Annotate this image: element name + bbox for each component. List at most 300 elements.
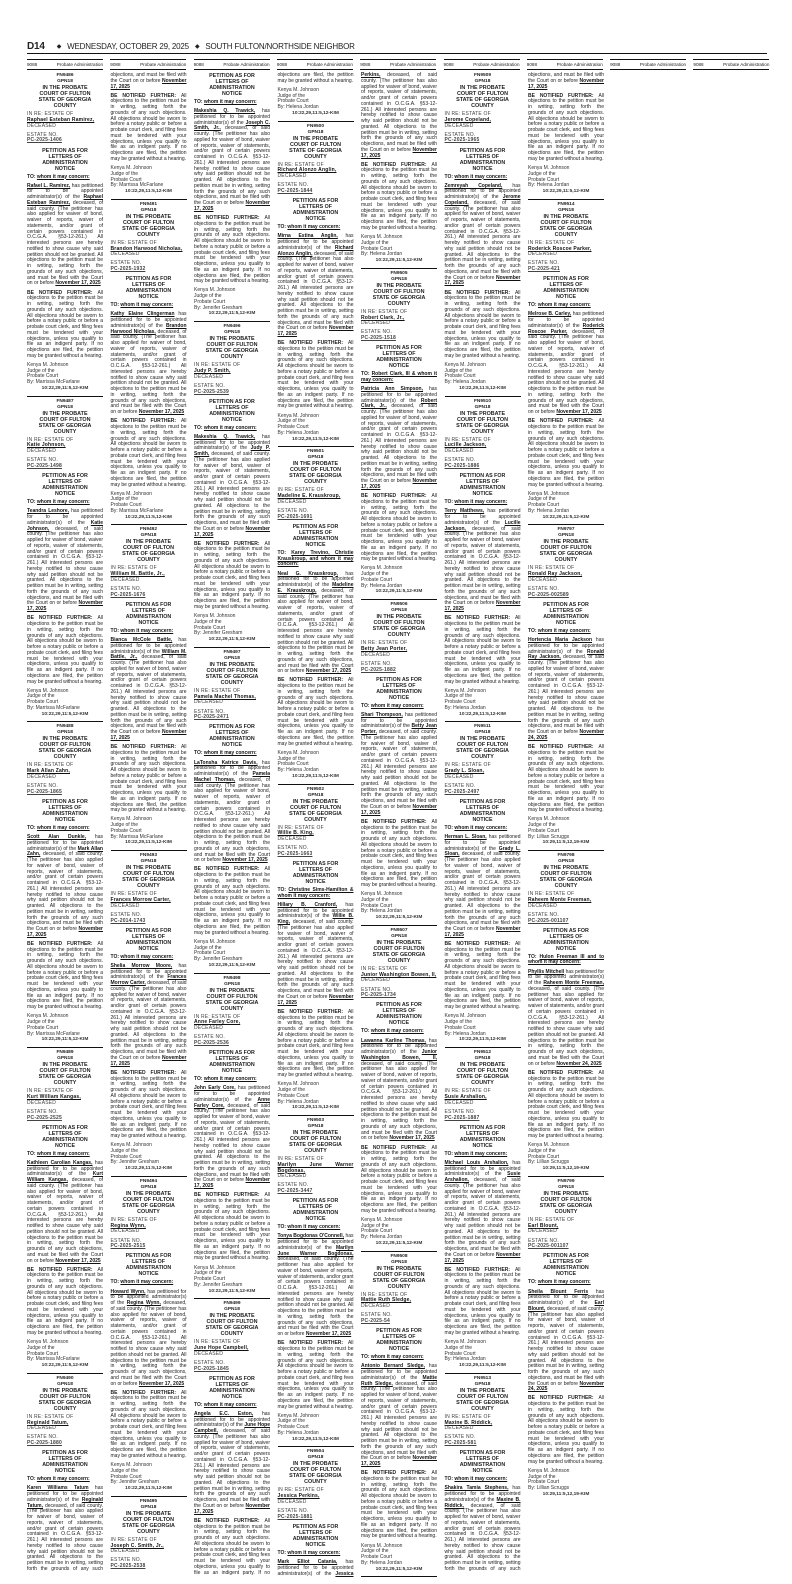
court-name: Probate Court xyxy=(27,1350,59,1357)
gpn-code: GPN18 xyxy=(474,730,491,736)
petition-body: deceased, of said county. (The petitioner has also applied for waiver of bond, waiver of reports, waiver of statements, and/or grant of certain powers contained in O.C.G.A. §53-12-261.) All interested persons are hereby notified to show cause why said petition should not be granted. All objections to the petition must be in writing, setting forth the grounds of any such objections, and must be filed with the Court on or before xyxy=(110,328,187,416)
title-line: LETTERS OF xyxy=(299,1529,332,1536)
petitioner-name: Neal G. Krauskroup, xyxy=(277,570,338,577)
title-line: LETTERS OF xyxy=(466,804,499,811)
by-label: By: xyxy=(444,1030,454,1037)
estate-no-label: ESTATE NO. xyxy=(528,586,559,593)
judge-name: Kenya M. Johnson xyxy=(528,1467,570,1474)
deceased-label: DECEASED xyxy=(27,122,57,129)
legal-notice xyxy=(111,199,187,523)
classification-name: Probate Administration xyxy=(389,62,437,67)
title-line: NOTICE xyxy=(54,1142,75,1149)
court-line: COUNTY xyxy=(137,1528,160,1535)
signature-block xyxy=(361,892,437,921)
further-label: BE NOTIFIED FURTHER: xyxy=(444,1266,515,1273)
estate-no-label: ESTATE NO. xyxy=(444,131,476,138)
deceased-label: DECEASED xyxy=(444,773,474,780)
run-dates: 10:22,29,11:5,12-KIM xyxy=(375,589,423,595)
by-label: By: xyxy=(277,429,287,436)
classification-code: 9088 xyxy=(693,62,704,67)
petition-clause: has petitioned for to be appointed administrator(s) of the xyxy=(361,1363,437,1381)
deceased-label: DECEASED xyxy=(277,1173,307,1180)
further-label: BE NOTIFIED FURTHER: xyxy=(528,1069,599,1076)
court-line: COURT OF FULTON xyxy=(456,416,508,423)
addressee xyxy=(278,1225,354,1231)
classification-code: 9088 xyxy=(276,62,288,67)
judge-name: Kenya M. Johnson xyxy=(361,891,403,898)
court-line: COURT OF FULTON xyxy=(456,1393,508,1400)
legal-notice xyxy=(528,1176,604,1500)
signature-block xyxy=(278,414,354,443)
petitioner-name: Phyllis Mitchell xyxy=(528,968,565,975)
judge-name: Kenya M. Johnson xyxy=(277,1081,319,1088)
gpn-code: GPN18 xyxy=(57,1056,73,1062)
signature-block xyxy=(361,1218,437,1247)
further-text: All objections to the petition must be in writing, setting forth the grounds of any such objections. All objections should be sworn to before a notary public or before a probate court clerk, and filing fees must be tendered with your objections, unless you qualify to file as an indigent party. If no objections are filed, the petition may be granted without a hearing. xyxy=(110,92,187,162)
court-line: IN THE PROBATE xyxy=(125,865,172,872)
petition-text xyxy=(278,234,354,338)
to-label: TO: xyxy=(110,1279,121,1286)
title-line: NOTICE xyxy=(472,1468,493,1475)
court-line: COUNTY xyxy=(471,1080,494,1087)
judge-name: Kenya M. Johnson xyxy=(277,86,319,93)
signature-block xyxy=(194,288,270,317)
estate-name: Robert Clark, Jr., xyxy=(361,314,405,321)
deceased-label: DECEASED xyxy=(27,448,57,455)
judge-name: Kenya M. Johnson xyxy=(444,1013,486,1020)
court-line: IN THE PROBATE xyxy=(543,1190,589,1197)
notice-number: FN9504 xyxy=(306,1449,325,1455)
further-text: All objections to the petition must be in writing, setting forth the grounds of any such objections. All objections should be sworn to before a notary public or before a probate court clerk, and filing fees must be tendered with your objections, unless you qualify to file as an indigent party. If no objections are filed, the petition may be granted without a hearing. xyxy=(361,161,437,231)
addressee-name: whom it may concern: xyxy=(370,702,424,709)
signature-block xyxy=(111,492,187,521)
addressee xyxy=(111,303,187,309)
by-label: By: xyxy=(361,1234,370,1241)
notice-divider xyxy=(27,396,103,397)
objection-deadline: November 17, 2025 xyxy=(222,857,268,864)
further-notice xyxy=(27,1268,103,1337)
addressee-name: whom it may concern: xyxy=(454,1476,508,1483)
petitioner-name: Patricia Ann Simpson, xyxy=(361,386,423,393)
further-notice xyxy=(445,616,521,685)
case-number: PC-2025-1406 xyxy=(27,137,62,144)
gpn-code: GPN18 xyxy=(140,1504,157,1510)
title-line: PETITION AS FOR xyxy=(459,798,506,805)
case-number: PC-2025-2536 xyxy=(194,1039,229,1046)
in-re xyxy=(111,1218,187,1235)
to-label: TO: xyxy=(528,302,538,309)
court-heading xyxy=(111,202,187,238)
further-notice xyxy=(528,94,604,163)
objection-deadline: November 24, 2025 xyxy=(556,1060,602,1067)
to-label: TO: xyxy=(528,1279,538,1286)
petition-text xyxy=(278,903,354,1007)
petition-body: deceased, of said county. (The petitioner has also applied for waiver of bond, waiver of reports, waiver of statements, and/or grant of certain powers contained in O.C.G.A. §53-12-261.) All interested persons are hereby notified to show cause why said petition should not be granted. All objections to the petition must be in writing, setting forth the grounds of any such objections, and must be filed with the Court on or before xyxy=(27,851,103,933)
legal-notice xyxy=(27,721,103,1045)
addressee xyxy=(27,1152,103,1158)
legal-notice xyxy=(361,599,437,923)
addressee xyxy=(278,1551,354,1557)
court-line: COURT OF FULTON xyxy=(39,91,91,97)
further-label: BE NOTIFIED FURTHER: xyxy=(361,493,432,500)
petition-body: deceased, of said county. (The petitioner has also applied for waiver of bond, waiver of reports, waiver of statements, and/or grant of certain powers contained in O.C.G.A. §53-12-261.) All interested persons are hereby notified to show cause why said petition should not be granted. All objections to the petition must be in writing, setting forth the grounds of any such objections, and must be filed with the Court on or before xyxy=(444,525,521,607)
in-re xyxy=(528,241,604,258)
legal-notice xyxy=(361,268,437,597)
judge-name: Kenya M. Johnson xyxy=(528,1142,570,1149)
judge-name: Kenya M. Johnson xyxy=(27,1339,69,1346)
in-re-label: IN RE: ESTATE OF xyxy=(27,1088,74,1095)
classification-name: Probate Administration xyxy=(56,62,103,67)
court-line: IN THE PROBATE xyxy=(543,213,589,220)
title-line: LETTERS OF xyxy=(48,479,82,486)
estate-number xyxy=(27,784,103,796)
deceased-label: DECEASED xyxy=(194,1350,224,1357)
gpn-code: GPN18 xyxy=(307,455,324,461)
court-name: Probate Court xyxy=(27,699,59,706)
further-text: All objections to the petition must be in writing, setting forth the grounds of any such objections. All objections should be sworn to before a notary public or before a probate court clerk, and filing fees must be tendered with your objections, unless you qualify to file as an indigent party. If no objections are filed, the petition may be granted without a hearing. xyxy=(361,1470,437,1540)
court-heading xyxy=(278,1118,354,1154)
further-label: BE NOTIFIED FURTHER: xyxy=(528,92,599,99)
court-line: COUNTY xyxy=(471,754,494,761)
court-line: IN THE PROBATE xyxy=(376,939,422,946)
court-line: STATE OF GEORGIA xyxy=(539,877,593,884)
petitioner-name: Hillary B. Cranford, xyxy=(277,901,338,908)
signature-block xyxy=(27,363,103,392)
court-name: Probate Court xyxy=(110,827,142,834)
estate-number xyxy=(111,587,187,599)
court-line: COURT OF FULTON xyxy=(39,742,91,749)
by-label: By: xyxy=(110,507,120,514)
further-notice xyxy=(278,678,354,747)
court-line: COURT OF FULTON xyxy=(122,1196,174,1203)
title-line: LETTERS OF xyxy=(466,1130,499,1137)
title-line: NOTICE xyxy=(472,491,493,498)
estate-no-label: ESTATE NO. xyxy=(277,1182,309,1189)
title-line: NOTICE xyxy=(305,1216,326,1223)
in-re-label: IN RE: ESTATE OF xyxy=(277,1487,324,1494)
petitioner-name: Shari Thompson, xyxy=(361,711,403,718)
by-label: By: xyxy=(361,582,370,589)
court-line: IN THE PROBATE xyxy=(125,539,172,546)
notice-title xyxy=(111,1253,187,1277)
objection-deadline: November 17, 2025 xyxy=(444,274,521,287)
petitioner-name: Bianca McCole Battle, xyxy=(110,637,173,644)
in-re xyxy=(445,1089,521,1106)
further-label: BE NOTIFIED FURTHER: xyxy=(110,1069,181,1076)
petitioner-name: Teandra Leshore, xyxy=(27,508,70,515)
court-line: STATE OF GEORGIA xyxy=(539,225,593,232)
petition-clause: has petitioned for to be appointed administrator(s) of the xyxy=(277,1233,354,1251)
addressee-name: whom it may concern: xyxy=(203,1401,257,1408)
addressee-name: whom it may concern: xyxy=(287,1549,341,1556)
classification-code: 9088 xyxy=(526,62,538,67)
estate-name: June Hope Campbell, xyxy=(194,1345,249,1352)
estate-name: Mark Allan Zahn, xyxy=(27,768,71,775)
in-re xyxy=(111,241,187,258)
estate-number xyxy=(111,261,187,273)
petition-clause: has petitioned for to be appointed administrator(s) of the xyxy=(361,711,437,730)
estate-no-label: ESTATE NO. xyxy=(528,911,559,918)
decedent-name: Mattie Ruth Sledge, xyxy=(361,1374,437,1387)
court-line: COURT OF FULTON xyxy=(289,804,341,811)
addressee-name: whom it may concern: xyxy=(454,499,508,506)
court-name: Probate Court xyxy=(110,1473,142,1480)
decedent-name: Frances Morrow Carter, xyxy=(110,974,187,987)
petitioner-name: Mark Elliot Catania, xyxy=(277,1559,338,1566)
clerk-name: Helena Jordan xyxy=(369,1559,403,1566)
addressee-name: Karey Trevino, Christie Krauskroup, and whom it may concern: xyxy=(277,549,354,568)
title-line: PETITION AS FOR xyxy=(209,398,255,405)
petitioner-name: Lawanna Karline Thomas, xyxy=(361,1037,426,1044)
court-line: COURT OF FULTON xyxy=(540,219,592,226)
by-label: By: xyxy=(277,1429,287,1436)
notice-divider xyxy=(194,1298,270,1299)
court-heading xyxy=(445,73,521,109)
title-line: ADMINISTRATION xyxy=(292,535,339,542)
in-re-label: IN RE: ESTATE OF xyxy=(361,308,408,315)
column-header xyxy=(444,59,520,70)
objection-deadline: November 17, 2025 xyxy=(27,926,103,938)
clerk-name: Helena Jordan xyxy=(286,104,319,111)
clerk-name: Jennifer Gresham xyxy=(202,304,243,311)
gpn-code: GPN18 xyxy=(558,533,574,539)
notice-number: FN9505 xyxy=(390,270,408,276)
further-text: All objections to the petition must be in writing, setting forth the grounds of any such objections. All objections should be sworn to before a notary public or before a probate court clerk, and filing fees must be tendered with your objections, unless you qualify to file as an indigent party. If no objections are filed, the petition may be granted without a hearing. xyxy=(27,1266,103,1336)
objection-deadline: November 17, 2025 xyxy=(361,1455,437,1468)
title-line: PETITION AS FOR xyxy=(543,927,589,934)
court-line: COUNTY xyxy=(137,557,160,564)
classification-name: Probate Administration xyxy=(473,62,520,67)
case-number: PC-2025-1886 xyxy=(444,463,480,470)
column-header xyxy=(360,59,436,70)
estate-number xyxy=(27,458,103,470)
estate-no-label: ESTATE NO. xyxy=(110,260,142,267)
estate-number xyxy=(278,183,354,195)
further-label: BE NOTIFIED FURTHER: xyxy=(110,92,181,99)
legal-notices xyxy=(27,73,771,1578)
in-re-label: IN RE: ESTATE OF xyxy=(444,1413,491,1420)
by-label: By: xyxy=(528,182,537,189)
court-line: COURT OF FULTON xyxy=(122,219,174,226)
notice-title xyxy=(194,1050,270,1074)
gpn-code: GPN18 xyxy=(140,207,157,213)
addressee-name: whom it may concern: xyxy=(287,1224,341,1231)
gpn-code: GPN18 xyxy=(224,981,240,987)
petition-clause: has petitioned for to be appointed administrator(s) of the xyxy=(528,637,604,655)
title-line: LETTERS OF xyxy=(382,1334,416,1341)
in-re-label: IN RE: ESTATE OF xyxy=(194,1339,241,1346)
further-label: BE NOTIFIED FURTHER: xyxy=(528,744,599,751)
court-line: COUNTY xyxy=(554,557,578,564)
judge-title: Judge of the xyxy=(277,755,306,762)
petition-text xyxy=(111,964,187,1068)
court-line: IN THE PROBATE xyxy=(42,410,88,417)
notice-number: FN9503 xyxy=(306,1118,325,1123)
title-line: ADMINISTRATION xyxy=(459,159,506,166)
court-line: COURT OF FULTON xyxy=(206,342,258,349)
objection-deadline: November 17, 2025 xyxy=(194,1177,270,1189)
decedent-name: Raheem Monte Freeman, xyxy=(543,980,604,987)
estate-no-label: ESTATE NO. xyxy=(110,911,142,918)
further-label: BE NOTIFIED FURTHER: xyxy=(277,677,348,684)
estate-number xyxy=(528,1239,604,1251)
in-re-label: IN RE: ESTATE OF xyxy=(528,565,575,572)
in-re-label: IN RE: ESTATE OF xyxy=(444,1088,491,1095)
title-line: NOTICE xyxy=(54,491,75,498)
notice-number: FN9495 xyxy=(139,1498,158,1504)
notice-title xyxy=(111,928,187,952)
estate-no-label: ESTATE NO. xyxy=(361,329,392,336)
court-line: IN THE PROBATE xyxy=(459,1387,506,1394)
case-number: PC-2025-1676 xyxy=(110,591,146,598)
in-re-label: IN RE: ESTATE OF xyxy=(277,487,324,494)
gpn-code: GPN18 xyxy=(224,1307,240,1313)
judge-name: Kenya M. Johnson xyxy=(361,1542,403,1549)
petition-clause: has petitioned for to be appointed administrator(s) of the xyxy=(194,1410,271,1429)
case-number: PC-2025-1845 xyxy=(194,1365,229,1372)
notice-number: FN9494 xyxy=(139,1178,158,1184)
run-dates: 10:22,29,11:5,12-KIM xyxy=(542,189,590,195)
decedent-name: Earl Blount, xyxy=(528,1300,604,1312)
deceased-label: DECEASED xyxy=(528,251,558,258)
estate-name: Judy P. Smith, xyxy=(194,367,231,374)
gpn-code: GPN18 xyxy=(140,1184,157,1190)
addressee xyxy=(361,372,437,384)
estate-name: Kurt William Kangas, xyxy=(27,1093,81,1100)
court-name: Probate Court xyxy=(528,827,560,834)
title-line: ADMINISTRATION xyxy=(42,1136,88,1143)
to-label: TO: xyxy=(194,99,204,105)
clerk-name: Marrissa McFarlane xyxy=(35,1356,80,1363)
in-re xyxy=(111,566,187,583)
notice-divider xyxy=(27,1373,103,1374)
by-label: By: xyxy=(27,379,36,386)
run-dates: 10:22,29,11:5,12-KIM xyxy=(459,1363,506,1369)
to-label: TO: xyxy=(27,1476,37,1483)
by-label: By: xyxy=(361,1559,370,1566)
judge-title: Judge of the xyxy=(194,944,222,951)
judge-title: Judge of the xyxy=(277,92,306,99)
estate-no-label: ESTATE NO. xyxy=(361,1312,392,1319)
deceased-label: DECEASED xyxy=(528,576,558,583)
judge-title: Judge of the xyxy=(277,1087,306,1093)
court-heading xyxy=(111,527,187,563)
run-dates: 10:22,29,11:5,12-KIM xyxy=(125,514,172,520)
court-line: IN THE PROBATE xyxy=(459,85,506,91)
in-re xyxy=(27,1089,103,1106)
in-re-label: IN RE: ESTATE OF xyxy=(444,111,491,117)
court-line: COUNTY xyxy=(53,754,77,761)
further-text: All objections to the petition must be in writing, setting forth the grounds of any such objections. All objections should be sworn to before a notary public or before a probate court clerk, and filing fees must be tendered with your objections, unless you qualify to file as an indigent party. If no objections are filed, the petition may be granted without a hearing. xyxy=(27,615,103,685)
column-header xyxy=(693,59,769,70)
deceased-label: DECEASED xyxy=(361,977,391,984)
estate-no-label: ESTATE NO. xyxy=(110,586,142,593)
judge-name: Kenya M. Johnson xyxy=(110,1142,152,1149)
petition-body: deceased, of said county. (The petitioner has also applied for waiver of bond, waiver of reports, waiver of statements, and/or grant of certain powers contained in O.C.G.A. §53-12-261.) All interested persons are hereby notified to show cause why said petition should not be granted. All objections to the petition must be in writing, setting forth the grounds of any such objections, and must be filed with the Court on or before xyxy=(27,199,103,287)
further-text: All objections to the petition must be in writing, setting forth the grounds of any such objections. All objections should be sworn to before a notary public or before a probate court clerk, and filing fees must be tendered with your objections, unless you qualify to file as an indigent party. If no objections are filed, the petition may be granted without a hearing. xyxy=(528,92,604,162)
court-name: Probate Court xyxy=(361,1228,393,1235)
signature-block xyxy=(278,1082,354,1111)
further-text: All objections to the petition must be in writing, setting forth the grounds of any such objections. All objections should be sworn to before a notary public or before a probate court clerk, and filing fees must be tendered with your objections, unless you qualify to file as an indigent party. If no objections are filed, the petition may be granted without a hearing. xyxy=(361,493,437,563)
to-label: TO: xyxy=(444,1476,455,1483)
to-label: TO: xyxy=(444,1150,455,1157)
deceased-label: DECEASED xyxy=(194,699,224,706)
petition-text xyxy=(528,638,604,742)
court-name: Probate Court xyxy=(528,1153,560,1160)
notice-title xyxy=(361,1328,437,1352)
court-name: Probate Court xyxy=(27,373,59,380)
further-label: BE NOTIFIED FURTHER: xyxy=(528,418,599,425)
title-line: PETITION AS FOR xyxy=(42,473,88,480)
notice-title xyxy=(278,1524,354,1548)
court-name: Probate Court xyxy=(361,902,393,909)
judge-name: Kenya M. Johnson xyxy=(528,816,570,823)
title-line: LETTERS OF xyxy=(215,79,249,85)
addressee-name: whom it may concern: xyxy=(36,499,90,506)
deceased-label: DECEASED xyxy=(444,122,474,129)
decedent-name: Kurt William Kangas, xyxy=(27,1171,103,1184)
notice-title xyxy=(278,198,354,222)
decedent-name: William M. Battle, Jr., xyxy=(110,648,187,661)
title-line: ADMINISTRATION xyxy=(42,810,88,817)
in-re xyxy=(445,112,521,129)
in-re xyxy=(361,641,437,658)
notice-divider xyxy=(445,721,521,722)
legal-notice xyxy=(528,199,604,523)
notice-number: FN9798 xyxy=(557,853,575,859)
addressee xyxy=(445,500,521,506)
court-line: COUNTY xyxy=(304,479,327,486)
run-dates: 10:29,11:5,12,19-KIM xyxy=(542,1491,590,1497)
decedent-name: Regina Wynn, xyxy=(126,1300,161,1307)
estate-no-label: ESTATE NO. xyxy=(27,1108,58,1115)
court-line: COURT OF FULTON xyxy=(122,545,174,552)
court-heading xyxy=(528,1179,604,1215)
judge-title: Judge of the xyxy=(277,1418,306,1425)
petition-clause: has petitioned for to be appointed administrator(s) of the xyxy=(194,1085,271,1103)
title-line: ADMINISTRATION xyxy=(543,614,589,621)
estate-name: Katie Johnson, xyxy=(27,442,66,449)
notice-divider xyxy=(361,599,437,600)
estate-no-label: ESTATE NO. xyxy=(444,1108,476,1115)
petition-clause: has petitioned for to be appointed administrator(s) of the xyxy=(361,386,438,404)
further-notice xyxy=(361,494,437,563)
addressee xyxy=(278,551,354,568)
legal-notice xyxy=(278,784,354,1113)
further-notice xyxy=(445,291,521,360)
addressee-name: whom it may concern: xyxy=(537,1279,591,1286)
title-line: ADMINISTRATION xyxy=(376,357,422,364)
run-dates: 10:22,29,11:5,12-KIM xyxy=(375,1240,423,1246)
judge-title: Judge of the xyxy=(444,1019,473,1026)
addressee xyxy=(445,1152,521,1158)
addressee-name: whom it may concern: xyxy=(203,1076,257,1083)
judge-name: Kenya M. Johnson xyxy=(361,234,403,241)
by-label: By: xyxy=(277,104,287,111)
court-line: STATE OF GEORGIA xyxy=(38,1074,92,1081)
case-number: PC-2025-2538 xyxy=(110,1563,146,1570)
judge-title: Judge of the xyxy=(528,1473,556,1480)
deceased-label: DECEASED xyxy=(361,1303,391,1310)
court-line: IN THE PROBATE xyxy=(42,85,88,91)
court-name: Probate Court xyxy=(528,1479,560,1486)
case-number: PC-2025-001107 xyxy=(528,1243,569,1250)
clerk-name: Helena Jordan xyxy=(369,582,403,589)
judge-title: Judge of the xyxy=(528,1147,556,1154)
title-line: NOTICE xyxy=(221,416,242,423)
estate-no-label: ESTATE NO. xyxy=(277,1508,309,1515)
petition-text xyxy=(194,1086,270,1190)
